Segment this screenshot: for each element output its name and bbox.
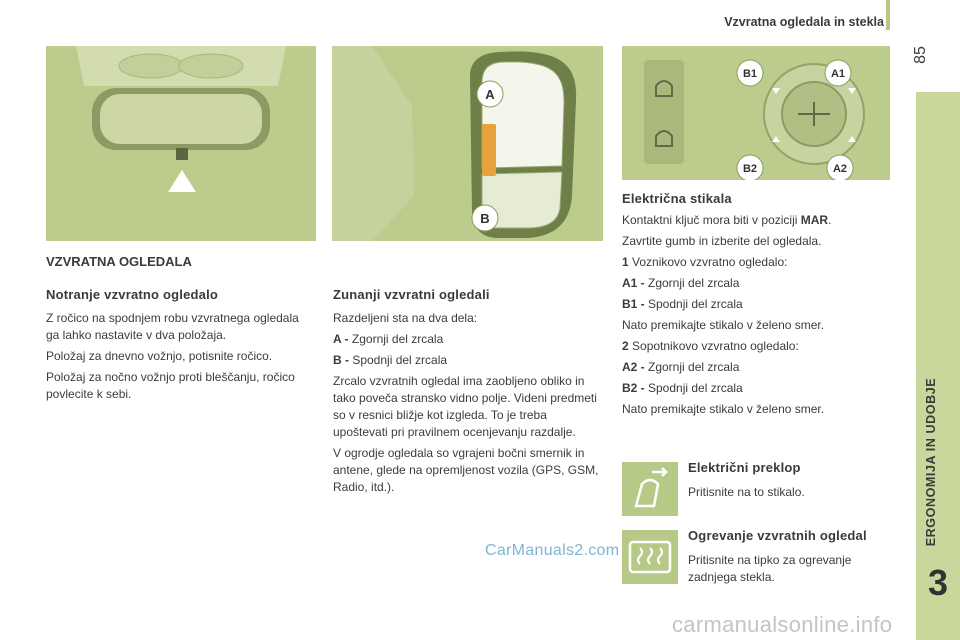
electric-fold-heading: Električni preklop: [688, 460, 801, 475]
list-item: 1 Voznikovo vzvratno ogledalo:: [622, 255, 788, 269]
header-accent-bar: [886, 0, 890, 30]
mirror-switch-figure: [622, 46, 890, 180]
list-item: 2 Sopotnikovo vzvratno ogledalo:: [622, 339, 799, 353]
paragraph: Položaj za nočno vožnjo proti bleščanju, ročico povlecite k sebi.: [46, 370, 295, 401]
page-number: 85: [912, 46, 929, 64]
paragraph: Kontaktni ključ mora biti v poziciji MAR.: [622, 213, 832, 227]
paragraph: Položaj za dnevno vožnjo, potisnite ročico.: [46, 349, 273, 363]
interior-mirror-text: [46, 310, 311, 407]
mirror-fold-button-icon: [622, 462, 678, 516]
paragraph: Zavrtite gumb in izberite del ogledala.: [622, 234, 822, 248]
list-item: B - Spodnji del zrcala: [333, 353, 448, 367]
heating-heading: Ogrevanje vzvratnih ogledal: [688, 528, 867, 543]
list-item: B2 - Spodnji del zrcala: [622, 381, 743, 395]
watermark-carmanualsonline: carmanualsonline.info: [672, 612, 893, 637]
mirror-switch-illustration: [622, 46, 890, 180]
paragraph: Nato premikajte stikalo v želeno smer.: [622, 318, 825, 332]
main-heading: VZVRATNA OGLEDALA: [46, 254, 192, 269]
section-title: Vzvratna ogledala in stekla: [724, 15, 884, 29]
interior-mirror-heading: Notranje vzvratno ogledalo: [46, 287, 219, 302]
exterior-mirror-heading: Zunanji vzvratni ogledali: [333, 287, 490, 302]
heating-text: Pritisnite na tipko za ogrevanje zadnjega stekla.: [688, 553, 852, 584]
paragraph: V ogrodje ogledala so vgrajeni bočni smernik in antene, glede na opremljenost vozila (GPS, GSM, Radio, itd.).: [333, 446, 599, 494]
label-b: B: [480, 211, 490, 226]
paragraph: Zrcalo vzvratnih ogledal ima zaobljeno obliko in tako poveča stransko vidno polje. Videni predmeti so v resnici bližje kot izgleda. To je treba upoštevati pri pravilnem ocenjevanju razdalje.: [333, 374, 597, 439]
electric-fold-text: Pritisnite na to stikalo.: [688, 485, 805, 499]
rear-defrost-icon: [622, 530, 678, 584]
paragraph: Nato premikajte stikalo v želeno smer.: [622, 402, 825, 416]
list-item: A - Zgornji del zrcala: [333, 332, 444, 346]
label-b2: B2: [742, 163, 758, 175]
list-item: A2 - Zgornji del zrcala: [622, 360, 740, 374]
watermark-carmanuals2: CarManuals2.com: [485, 542, 620, 559]
interior-mirror-figure: [46, 46, 316, 241]
list-item: A1 - Zgornji del zrcala: [622, 276, 740, 290]
interior-mirror-illustration: [46, 46, 316, 241]
label-b1: B1: [742, 68, 758, 80]
label-a2: A2: [832, 163, 848, 175]
electric-switches-heading: Električna stikala: [622, 191, 732, 206]
paragraph: Z ročico na spodnjem robu vzvratnega ogledala ga lahko nastavite v dva položaja.: [46, 311, 299, 342]
label-a: A: [485, 87, 495, 102]
intro-text: Razdeljeni sta na dva dela:: [333, 311, 478, 325]
electric-switches-text: [622, 212, 892, 422]
exterior-mirror-figure: [332, 46, 603, 241]
chapter-number: 3: [927, 562, 949, 603]
exterior-mirror-illustration: [332, 46, 603, 241]
exterior-mirror-text: [333, 310, 599, 500]
chapter-label: ERGONOMIJA IN UDOBJE: [924, 377, 938, 547]
label-a1: A1: [830, 68, 846, 80]
list-item: B1 - Spodnji del zrcala: [622, 297, 743, 311]
